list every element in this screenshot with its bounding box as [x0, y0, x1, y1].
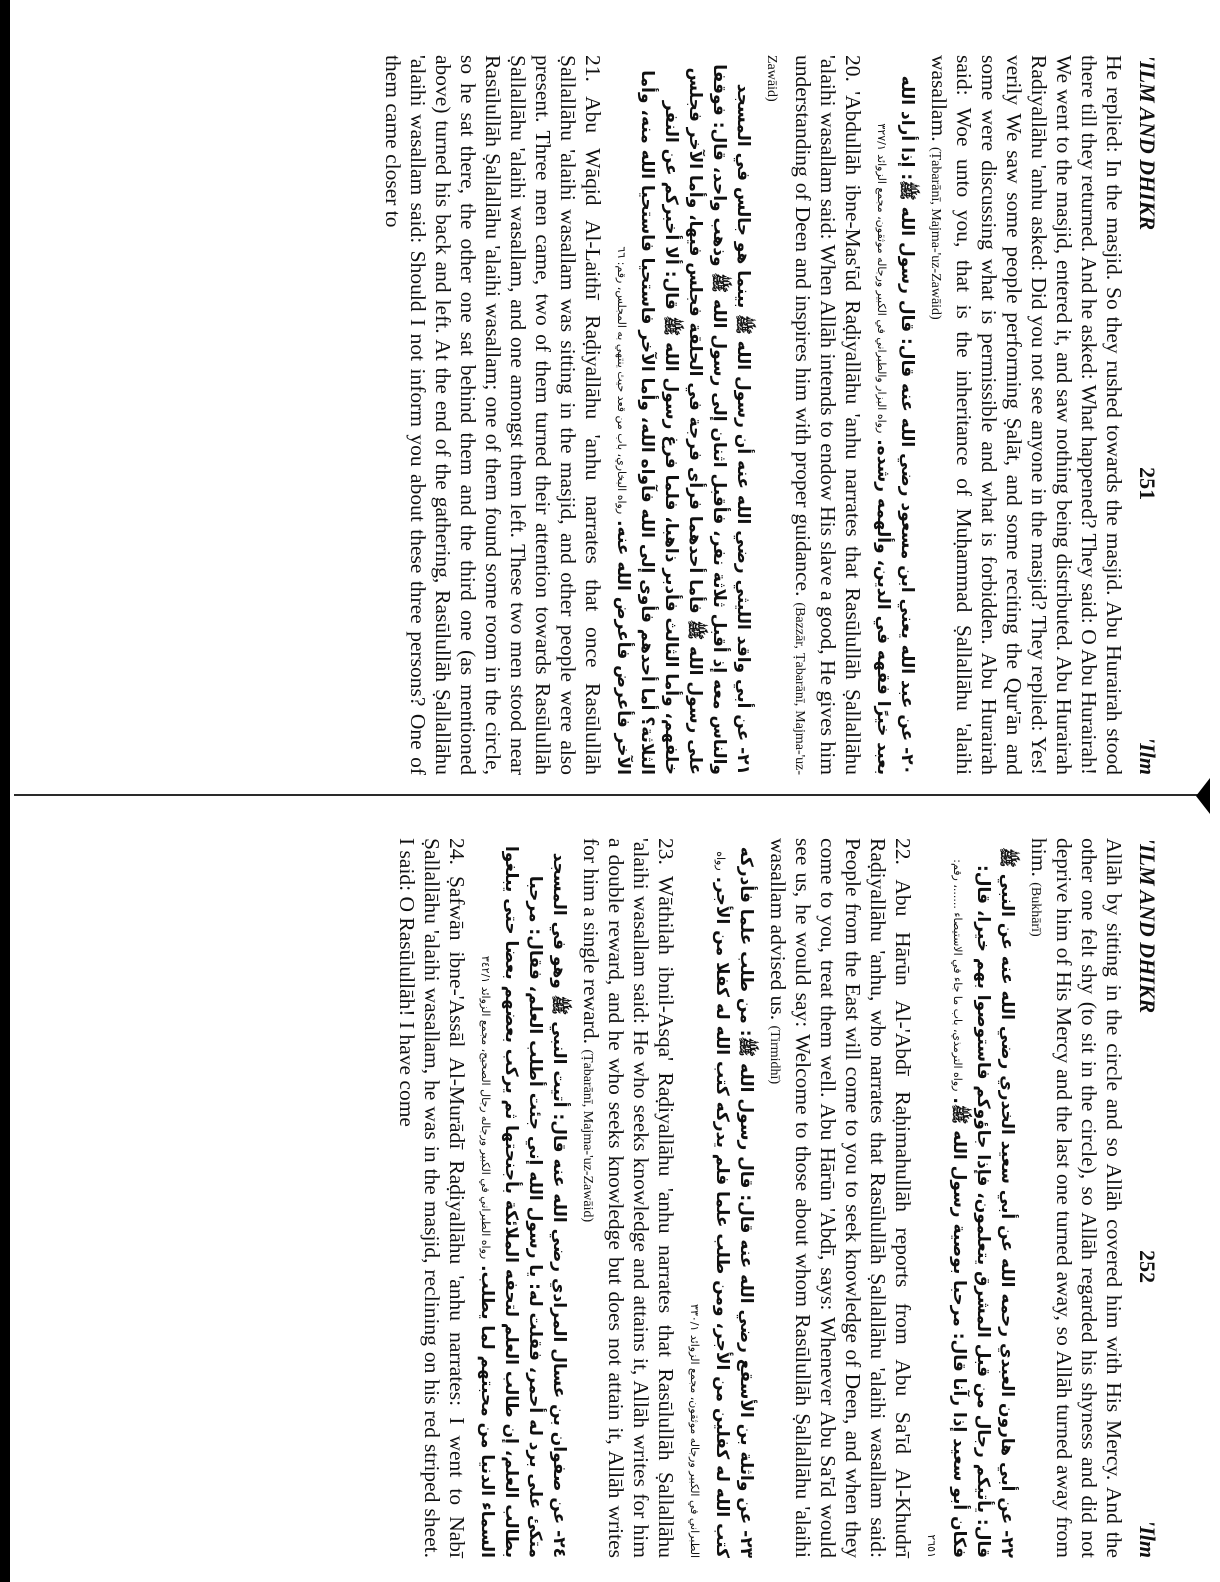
page-252 — [120, 838, 1160, 1558]
page-number: 251 — [1135, 467, 1160, 501]
running-head-section: 'Ilm — [1135, 1520, 1160, 1558]
continuation-paragraph: Allāh by sitting in the circle and so Allāh covered him with His Mercy. And the other one felt shy (to sit in the circle), so Allāh regarded his shyness and did not deprive him of His Mercy and the last one turned away, so Allāh turned away from him. (Bukhārī) — [1027, 838, 1126, 1558]
arabic-source: رواه الطبراني في الكبير ورجاله رجال الصحيح، مجمع الزوائد ٣٤٢/١ — [479, 955, 492, 1260]
citation: (Bazzār, Ṭabarānī, Majma-'uz-Zawāid) — [764, 55, 807, 776]
citation: (Ṭabarānī, Majma-'uz-Zawāid) — [928, 146, 943, 320]
hadith-23 — [575, 838, 758, 1558]
running-head-title: 'ILM AND DHIKR — [1135, 55, 1160, 231]
arabic-text: ٢٤- عن صفوان بن عسال المرادي رضي الله عنه قال: أتيت النبي ﷺ وهو في المسجد متكئ على برد له أحمر، فقلت له: يا رسول الله إني جئت أطلب العلم، فقال: مرحبا بطالب العلم، إن طالب العلم لتحفه الملائكة بأجنحتها ثم يركب بعضهم بعضا حتى يبلغوا السماء الدنيا من محبتهم لما يطلب. رواه الطبراني في الكبير ورجاله رجال الصحيح، مجمع الزوائد ٣٤٢/١ — [477, 845, 569, 1558]
running-head — [1134, 838, 1160, 1558]
translation: 21. Abu Wāqid Al-Laithī Raḍiyallāhu 'anhu narrates that once Rasūlullāh Ṣallallāhu 'alaihi wasallam was sitting in the masjid, and other people were also present. Three men came, two of them turned their attention towards Rasūlullāh Ṣallallāhu 'alaihi wasallam, and one amongst them left. These two men stood near Rasūlullāh Ṣallallāhu 'alaihi wasallam; one of them found some room in the circle, so he sat there, the other one sat behind them and the third one (as mentioned above) turned his back and left. At the end of the gathering, Rasūlullāh Ṣallallāhu 'alaihi wasallam said: Should I not inform you about these three persons? One of them came closer to — [381, 55, 605, 775]
hadith-24 — [394, 838, 571, 1558]
citation: (Bukhārī) — [1028, 882, 1043, 937]
hadith-22 — [762, 838, 1019, 1558]
page-251 — [120, 55, 1160, 775]
hadith-21 — [380, 55, 755, 775]
running-head — [1134, 55, 1160, 775]
arabic-text: ٢١- عن أبي واقد الليثي رضي الله عنه أن رسول الله ﷺ بينما هو جالس في المسجد والناس معه إذ أقبل ثلاثة نفر، فأقبل اثنان إلى رسول الله ﷺ وذهب واحد، قال: فوقفا على رسول الله ﷺ فأما أحدهما فرأى فرجة في الحلقة فجلس فيها، وأما الآخر فجلس خلفهم، وأما الثالث فأدبر ذاهبا، فلما فرغ رسول الله ﷺ قال: ألا أخبركم عن النفر الثلاثة؟ أما أحدهم فأوى إلى الله فآواه الله، وأما الآخر فاستحيا فاستحيا الله منه، وأما الآخر فأعرض فأعرض الله عنه. رواه البخاري، باب من قعد حيث ينتهي به المجلس، رقم: ٦٦ — [613, 64, 753, 775]
arabic-source: رواه البزار والطبراني في الكبير ورجاله موثقون، مجمع الزوائد ٣٢٧/١ — [875, 123, 888, 434]
citation: (Tirmidhī) — [767, 1025, 782, 1085]
running-head-section: 'Ilm — [1135, 737, 1160, 775]
citation: (Ṭabarānī, Majma-'uz-Zawāid) — [580, 1049, 595, 1223]
page-number: 252 — [1135, 1250, 1160, 1284]
translation: 22. Abu Hārūn Al-'Abdī Raḥimahullāh reports from Abu Sa'īd Al-Khudrī Raḍiyallāhu 'anhu, who narrates that Rasūlullāh Ṣallallāhu 'alaihi wasallam said: People from the East will come to you to seek knowledge of Deen, and when they come to you, treat them well. Abu Hārūn 'Abdī, says: Whenever Abu Sa'īd would see us, he would say: Welcome to those about whom Rasūlullāh Ṣallallāhu 'alaihi wasallam advised us. (Tirmidhī) — [766, 838, 915, 1558]
arabic-text: ٢٢- عن أبي هارون العبدي رحمه الله عن أبي سعيد الخدري رضي الله عنه عن النبي ﷺ قال: يأتيكم رجال من قبل المشرق يتعلمون، فإذا جاؤوكم فاستوصوا بهم خيرا، قال: فكان أبو سعيد إذا رآنا قال: مرحبا بوصية رسول الله ﷺ. رواه الترمذي، باب ما جاء في الاستيصاء ......، رقم: ٢٦٥١ — [925, 847, 1017, 1558]
arabic-text: ٢٣- عن واثلة بن الأسقع رضي الله عنه قال: قال رسول الله ﷺ: من طلب علما فأدركه كتب الله له كفلين من الأجر، ومن طلب علما فلم يدركه كتب الله له كفلا من الأجر. رواه الطبراني في الكبير ورجاله موثقون، مجمع الزوائد ٣٣٠/١ — [688, 846, 756, 1558]
translation: 20. 'Abdullāh ibne-Mas'ūd Raḍiyallāhu 'anhu narrates that Rasūlullāh Ṣallallāhu 'alaihi wasallam said: When Allāh intends to endow His slave a good, He gives him understanding of Deen and inspires him with proper guidance. (Bazzār, Ṭabarānī, Majma-'uz-Zawāid) — [764, 55, 865, 776]
arabic-source: رواه الطبراني في الكبير ورجاله موثقون، مجمع الزوائد ٣٣٠/١ — [688, 851, 727, 1558]
translation: 23. Wāthilah ibnil-Asqa' Raḍiyallāhu 'anhu narrates that Rasūlullāh Ṣallallāhu 'alaihi wasallam said: He who seeks knowledge and attains it, Allāh writes for him a double reward, and he who seeks knowledge but does not attain it, Allāh writes for him a single reward. (Ṭabarānī, Majma-'uz-Zawāid) — [579, 838, 678, 1558]
translation: 24. Ṣafwān ibne-'Assāl Al-Murādī Raḍiyallāhu 'anhu narrates: I went to Nabī Ṣallallāhu 'alaihi wasallam, he was in the masjid, reclining on his red striped sheet. I said: O Rasūlullāh! I have come — [395, 838, 469, 1558]
fold-marker-arrow-icon — [1182, 778, 1210, 814]
page-fold-line — [14, 794, 1210, 796]
arabic-source: رواه الترمذي، باب ما جاء في الاستيصاء ......، رقم: ٢٦٥١ — [925, 859, 964, 1558]
hadith-20 — [759, 55, 919, 775]
arabic-source: رواه البخاري، باب من قعد حيث ينتهي به المجلس، رقم: ٦٦ — [615, 246, 628, 515]
running-head-title: 'ILM AND DHIKR — [1135, 838, 1160, 1014]
continuation-paragraph: He replied: In the masjid. So they rushed towards the masjid. Abu Hurairah stood there till they returned. And he asked: What happened? They said: O Abu Hurairah! We went to the masjid, entered it, and saw nothing being distributed. Abu Hurairah Radiyallāhu 'anhu asked: Did you not see anyone in the masjid? They replied: Yes! verily We saw some people performing Ṣalāt, and some reciting the Qur'ān and some were discussing what is permissible and what is forbidden. Abu Hurairah said: Woe unto you, that is the inheritance of Muḥammad Ṣallallāhu 'alaihi wasallam. (Ṭabarānī, Majma-'uz-Zawāid) — [927, 55, 1126, 775]
binding-edge — [0, 0, 10, 1582]
arabic-text: ٢٠- عن عبد الله يعني ابن مسعود رضي الله عنه قال: قال رسول الله ﷺ: إذا أراد الله بعبد خيرًا فقهه في الدين، وألهمه رشده. رواه البزار والطبراني في الكبير ورجاله موثقون، مجمع الزوائد ٣٢٧/١ — [873, 75, 917, 775]
